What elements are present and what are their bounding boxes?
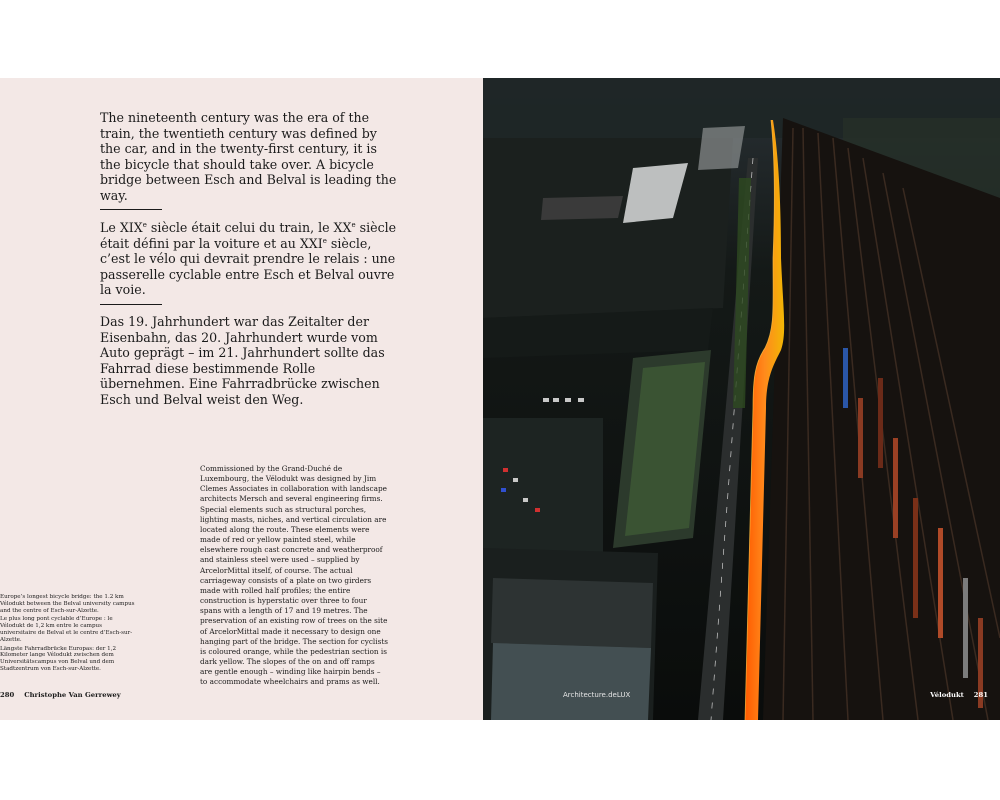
photo-caption — [0, 594, 138, 675]
book-spread — [0, 78, 1000, 720]
folio-left — [0, 691, 121, 699]
running-author: Christophe Van Gerrewey — [24, 691, 121, 699]
aerial-photo-velodukt — [483, 78, 1000, 720]
divider-rule — [100, 209, 162, 210]
shed-roof — [541, 196, 623, 220]
lead-text-german: Das 19. Jahrhundert war das Zeitalter der Eisenbahn, das 20. Jahrhundert wurde vom Auto geprägt – im 21. Jahrhundert sollte das Fahrrad diese bestimmende Rolle übernehmen. Eine Fahrradbrücke zwischen Esch und Belval weist den Weg. — [100, 314, 385, 407]
right-page — [483, 78, 1000, 720]
caption-french: Le plus long pont cyclable d’Europe : le Vélodukt de 1,2 km entre le campus universitaire de Belval et le centre d’Esch-sur-Alzette. — [0, 616, 133, 643]
lead-text-english: The nineteenth century was the era of the train, the twentieth century was defined by the car, and in the twenty-first century, it is the bicycle that should take over. A bicycle bridge between Esch and Belval is leading the way. — [100, 110, 397, 203]
photo-credit: Architecture.deLUX — [563, 691, 631, 699]
caption-english: Europe’s longest bicycle bridge: the 1.2 km Vélodukt between the Belval university campus and the centre of Esch-sur-Alzette. — [0, 594, 135, 614]
body-text: Commissioned by the Grand-Duché de Luxembourg, the Vélodukt was designed by Jim Clemes Associates in collaboration with landscape architects Mersch and several engineering firms. Special elements such as structural porches, lighting masts, niches, and vertical circulation are located along the route. These elements were made of red or yellow painted steel, while elsewhere rough cast concrete and weatherproof and stainless steel were used – supplied by ArcelorMittal itself, of course. The actual carriageway consists of a plate on two girders made with rolled half profiles; the entire construction is hyperstatic over three to four spans with a length of 17 and 19 metres. The preservation of an existing row of trees on the site of ArcelorMittal made it necessary to design one hanging part of the bridge. The section for cyclists is coloured orange, while the pedestrian section is dark yellow. The slopes of the on and off ramps are gentle enough – winding like hairpin bends – to accommodate wheelchairs and prams as well. — [200, 464, 388, 687]
building-facade — [491, 643, 651, 720]
left-page — [0, 78, 483, 720]
divider-rule — [100, 304, 162, 305]
folio-right — [930, 691, 988, 699]
page-number-right: 281 — [973, 691, 988, 699]
building-roof — [491, 578, 653, 648]
lead-text-french: Le XIXe siècle était celui du train, le XXe siècle était défini par la voiture et au XXIe siècle, c’est le vélo qui devrait prendre le relais : une passerelle cyclable entre Esch et Belval ouvre la voie. — [100, 220, 397, 297]
running-title: Vélodukt — [930, 691, 964, 699]
page-number-left: 280 — [0, 691, 15, 699]
caption-german: Längste Fahrradbrücke Europas: der 1,2 Kilometer lange Vélodukt zwischen dem Universitätscampus von Belval und dem Stadtzentrum von Esch-sur-Alzette. — [0, 645, 117, 672]
warehouse-roof — [698, 126, 745, 170]
industrial-area — [483, 138, 733, 318]
